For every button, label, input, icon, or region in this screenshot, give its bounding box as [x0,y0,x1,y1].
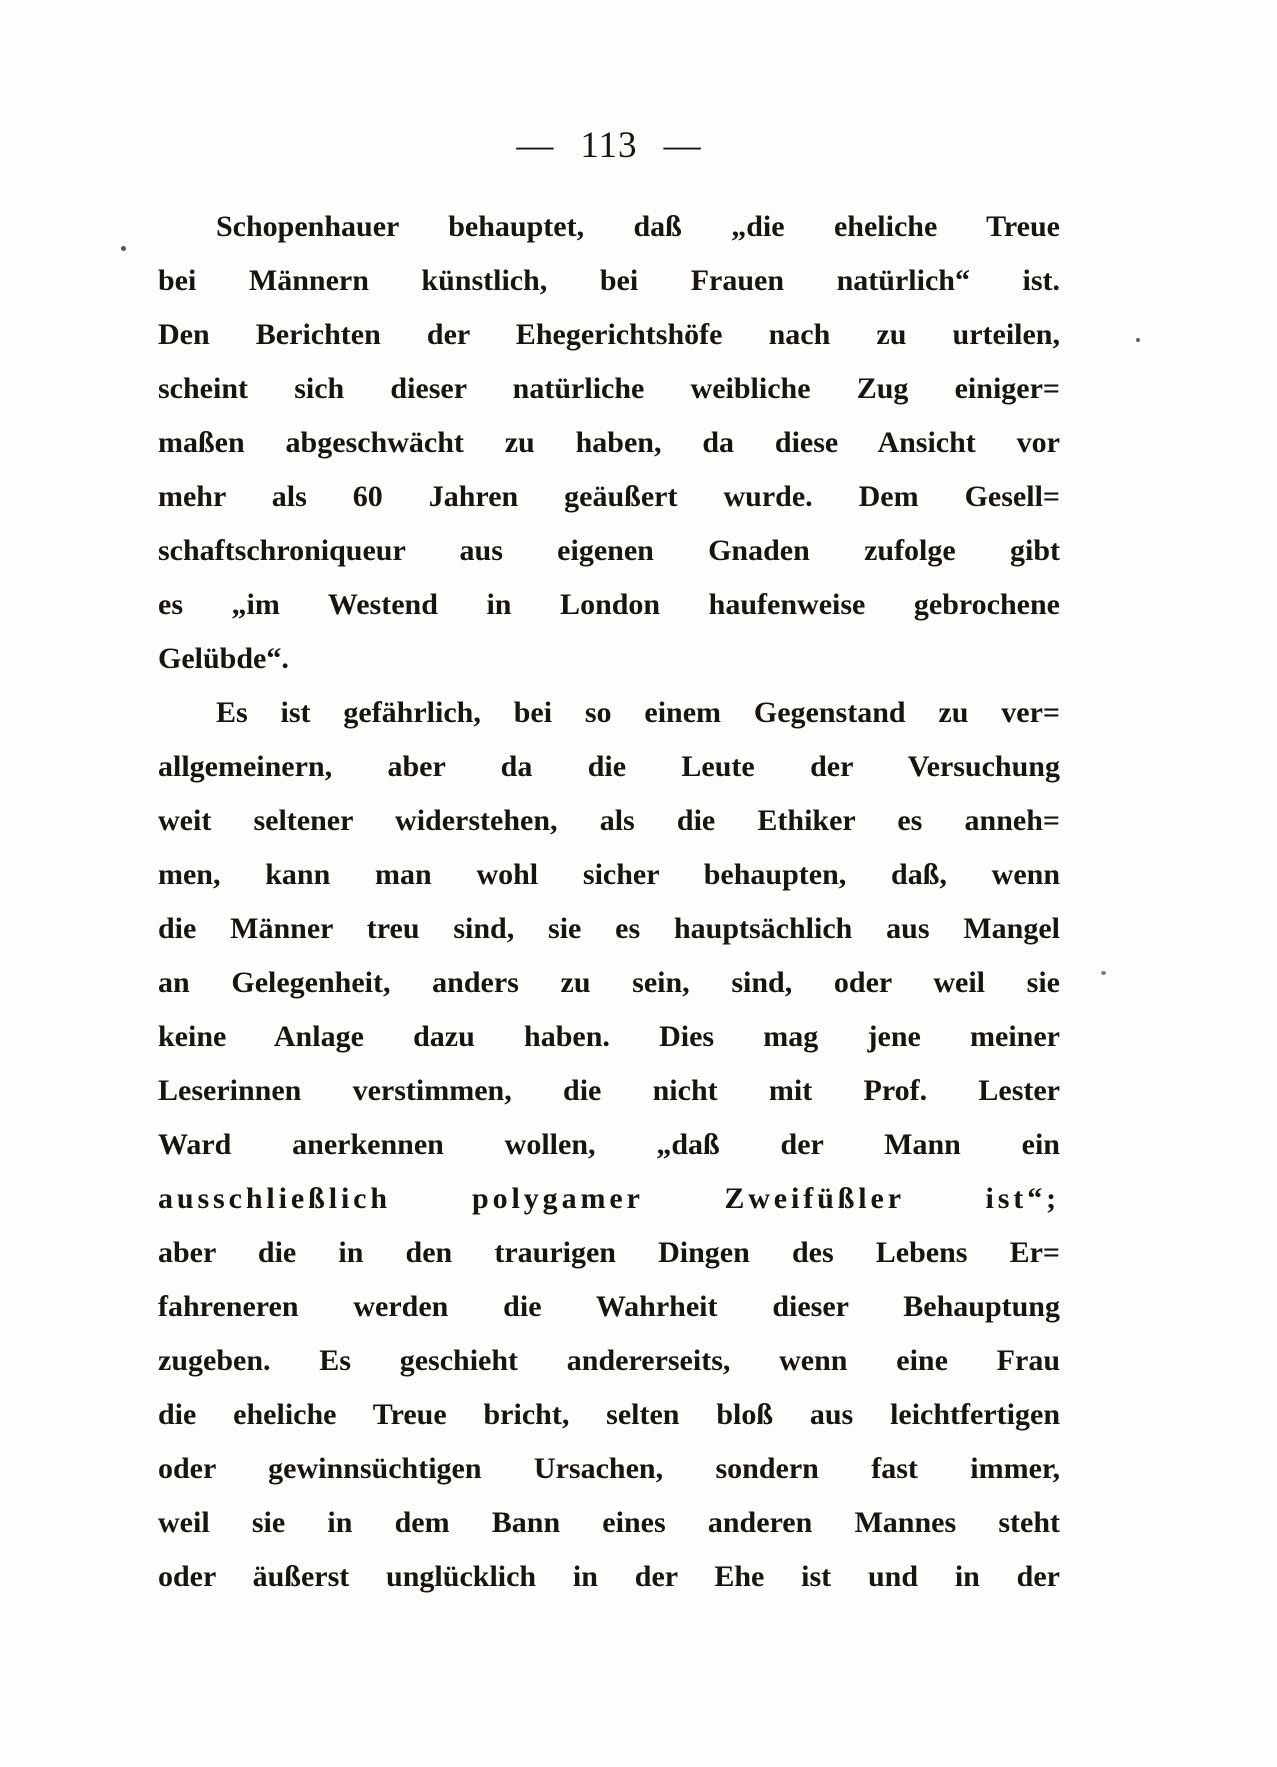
scan-speck [1101,971,1106,975]
text-line: men, kann man wohl sicher behaupten, daß, wenn [158,858,1060,891]
text-line: oder äußerst unglücklich in der Ehe ist und in der [158,1560,1060,1593]
text-line: weit seltener widerstehen, als die Ethiker es anneh= [158,804,1060,837]
text-line: zugeben. Es geschieht andererseits, wenn eine Frau [158,1344,1060,1377]
text-line: es „im Westend in London haufenweise gebrochene [158,588,1060,621]
text-line: allgemeinern, aber da die Leute der Versuchung [158,750,1060,783]
text-line: Ward anerkennen wollen, „daß der Mann ein [158,1128,1060,1161]
text-block [158,200,1060,1604]
scan-speck [121,246,126,251]
text-line: die Männer treu sind, sie es hauptsächlich aus Mangel [158,912,1060,945]
scan-speck [1136,338,1140,342]
text-line: Schopenhauer behauptet, daß „die eheliche Treue [216,210,1060,243]
text-line: keine Anlage dazu haben. Dies mag jene meiner [158,1020,1060,1053]
paragraph-2 [158,686,1060,1604]
text-line: Gelübde“. [158,642,289,675]
text-line: maßen abgeschwächt zu haben, da diese Ansicht vor [158,426,1060,459]
text-line: oder gewinnsüchtigen Ursachen, sondern fast immer, [158,1452,1060,1485]
text-line: mehr als 60 Jahren geäußert wurde. Dem Gesell= [158,480,1060,513]
header-dash-left: — [516,125,555,166]
text-line: schaftschroniqueur aus eigenen Gnaden zufolge gibt [158,534,1060,567]
text-line: fahreneren werden die Wahrheit dieser Behauptung [158,1290,1060,1323]
header-dash-right: — [663,125,702,166]
text-line: weil sie in dem Bann eines anderen Mannes steht [158,1506,1060,1539]
text-line: ausschließlich polygamer Zweifüßler ist“; [158,1182,1060,1215]
text-line: Es ist gefährlich, bei so einem Gegenstand zu ver= [216,696,1060,729]
text-line: die eheliche Treue bricht, selten bloß aus leichtfertigen [158,1398,1060,1431]
page-number: 113 [580,125,638,166]
text-line: bei Männern künstlich, bei Frauen natürlich“ ist. [158,264,1060,297]
paragraph-1 [158,200,1060,686]
text-line: scheint sich dieser natürliche weibliche Zug einiger= [158,372,1060,405]
text-line: Den Berichten der Ehegerichtshöfe nach zu urteilen, [158,318,1060,351]
text-line: aber die in den traurigen Dingen des Lebens Er= [158,1236,1060,1269]
text-line: Leserinnen verstimmen, die nicht mit Prof. Lester [158,1074,1060,1107]
text-line: an Gelegenheit, anders zu sein, sind, oder weil sie [158,966,1060,999]
page-header [158,124,1060,167]
